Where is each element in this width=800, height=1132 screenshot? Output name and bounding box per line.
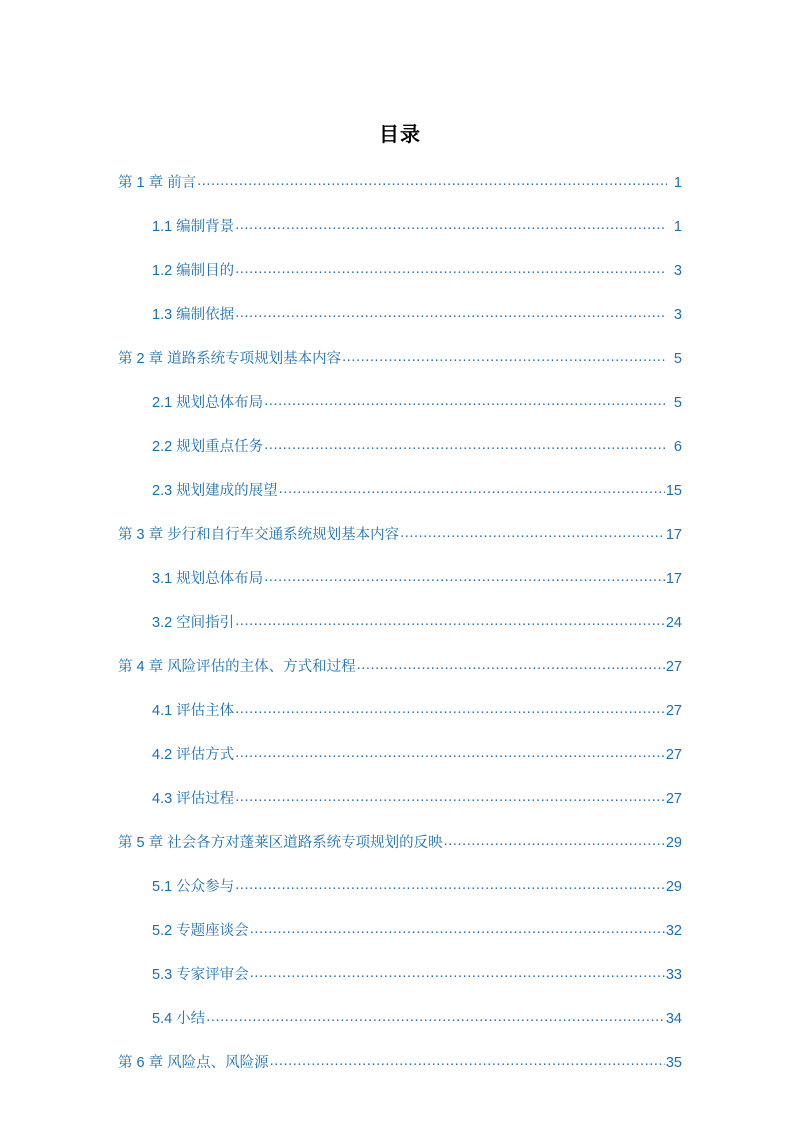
toc-entry[interactable] [0,439,800,454]
toc-entry[interactable] [0,747,800,762]
toc-entry[interactable] [0,791,800,806]
toc-entry-page-number: 33 [665,966,682,983]
toc-leader-dots [235,263,667,275]
toc-entry-label: 第 4 章 风险评估的主体、方式和过程 [118,658,356,675]
toc-entry-page-number: 5 [673,350,682,367]
toc-entry-label: 5.2 专题座谈会 [152,922,249,939]
toc-entry-label: 1.1 编制背景 [152,218,235,235]
toc-entry-label: 4.2 评估方式 [152,746,235,763]
toc-entry-page-number: 3 [673,306,682,323]
toc-entry[interactable] [0,527,800,542]
page-title: 目录 [379,124,421,146]
toc-leader-dots [444,835,665,847]
toc-entry-label: 第 3 章 步行和自行车交通系统规划基本内容 [118,526,400,543]
toc-leader-dots [279,483,665,495]
toc-entry-label: 4.3 评估过程 [152,790,235,807]
toc-entry-label: 第 1 章 前言 [118,174,197,191]
toc-entry-label: 2.2 规划重点任务 [152,438,264,455]
toc-leader-dots [357,659,665,671]
toc-entry-page-number: 27 [665,790,682,807]
toc-leader-dots [206,1011,665,1023]
toc-leader-dots [235,703,665,715]
toc-leader-dots [264,571,665,583]
toc-entry-page-number: 17 [665,570,682,587]
toc-leader-dots [235,747,665,759]
toc-leader-dots [400,527,665,539]
toc-entry[interactable] [0,483,800,498]
toc-entry-label: 2.1 规划总体布局 [152,394,264,411]
toc-entry-page-number: 29 [665,878,682,895]
toc-entry-label: 第 6 章 风险点、风险源 [118,1054,269,1071]
toc-entry[interactable] [0,175,800,190]
toc-leader-dots [235,615,665,627]
toc-leader-dots [264,439,667,451]
toc-leader-dots [197,175,667,187]
toc-entry[interactable] [0,219,800,234]
toc-entry-page-number: 15 [665,482,682,499]
toc-entry[interactable] [0,615,800,630]
toc-entry-page-number: 27 [665,702,682,719]
toc-entry[interactable] [0,1011,800,1026]
toc-entry[interactable] [0,659,800,674]
toc-leader-dots [270,1055,665,1067]
toc-entry-page-number: 17 [665,526,682,543]
toc-entry-page-number: 6 [673,438,682,455]
toc-entry-page-number: 27 [665,658,682,675]
toc-entry[interactable] [0,703,800,718]
toc-entry-label: 1.3 编制依据 [152,306,235,323]
toc-entry-label: 2.3 规划建成的展望 [152,482,278,499]
toc-entry-label: 4.1 评估主体 [152,702,235,719]
toc-entry[interactable] [0,1055,800,1070]
toc-entry[interactable] [0,835,800,850]
toc-leader-dots [342,351,667,363]
toc-entry[interactable] [0,307,800,322]
toc-leader-dots [264,395,667,407]
toc-entry-label: 5.4 小结 [152,1010,206,1027]
toc-leader-dots [235,791,665,803]
toc-entry[interactable] [0,571,800,586]
toc-leader-dots [250,967,665,979]
toc-leader-dots [235,879,665,891]
toc-entry-label: 3.2 空间指引 [152,614,235,631]
toc-leader-dots [235,307,667,319]
toc-entry-page-number: 24 [665,614,682,631]
toc-leader-dots [235,219,667,231]
toc-entry[interactable] [0,967,800,982]
toc-entry[interactable] [0,395,800,410]
toc-entry-page-number: 29 [665,834,682,851]
toc-entry-label: 第 5 章 社会各方对蓬莱区道路系统专项规划的反映 [118,834,443,851]
toc-entry-page-number: 35 [665,1054,682,1071]
toc-entry-page-number: 3 [673,262,682,279]
toc-entry-page-number: 27 [665,746,682,763]
toc-entry-label: 5.1 公众参与 [152,878,235,895]
toc-entry[interactable] [0,879,800,894]
toc-entry-label: 第 2 章 道路系统专项规划基本内容 [118,350,342,367]
toc-entry-label: 1.2 编制目的 [152,262,235,279]
table-of-contents [0,147,800,1070]
toc-entry-page-number: 34 [665,1010,682,1027]
toc-entry-page-number: 1 [673,174,682,191]
toc-entry-label: 3.1 规划总体布局 [152,570,264,587]
toc-entry-page-number: 1 [673,218,682,235]
toc-entry-label: 5.3 专家评审会 [152,966,249,983]
toc-entry-page-number: 5 [673,394,682,411]
toc-entry[interactable] [0,923,800,938]
toc-entry-page-number: 32 [665,922,682,939]
toc-leader-dots [250,923,665,935]
toc-entry[interactable] [0,263,800,278]
toc-entry[interactable] [0,351,800,366]
